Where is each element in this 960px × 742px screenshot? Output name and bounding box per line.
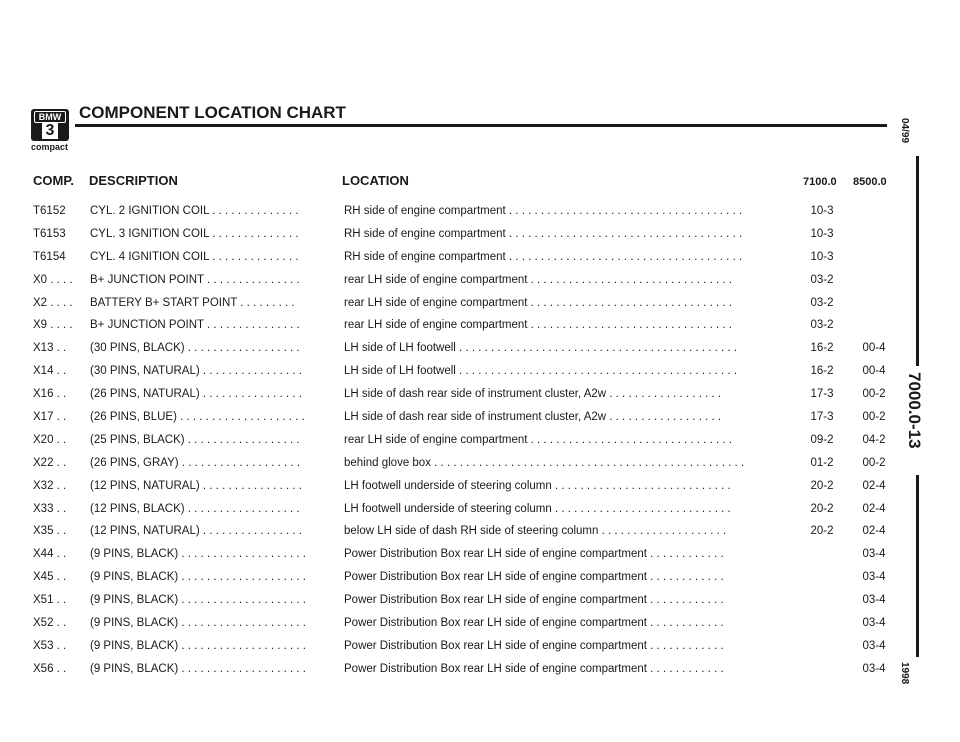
- row-8500-ref: 03-4: [862, 571, 886, 584]
- row-location: below LH side of dash RH side of steering column . . . . . . . . . . . . . . . . . . . .: [344, 525, 727, 538]
- row-8500-ref: 00-2: [862, 456, 886, 469]
- table-row: [0, 475, 900, 498]
- row-description: B+ JUNCTION POINT . . . . . . . . . . . . . . .: [90, 319, 300, 332]
- row-description: (26 PINS, NATURAL) . . . . . . . . . . . . . . . .: [90, 388, 302, 401]
- component-table: [0, 200, 900, 681]
- row-comp: T6152: [33, 205, 66, 217]
- row-comp: X33 . .: [33, 502, 67, 515]
- column-header-8500: 8500.0: [853, 176, 887, 188]
- row-8500-ref: 03-4: [862, 548, 886, 561]
- row-description: CYL. 3 IGNITION COIL . . . . . . . . . . . . . .: [90, 227, 299, 240]
- row-location: RH side of engine compartment . . . . . . . . . . . . . . . . . . . . . . . . . . . . . . . . . . . . .: [344, 227, 743, 240]
- row-8500-ref: 00-2: [862, 388, 886, 401]
- row-comp: X22 . .: [33, 456, 67, 469]
- row-location: Power Distribution Box rear LH side of engine compartment . . . . . . . . . . . .: [344, 662, 724, 675]
- row-description: (26 PINS, GRAY) . . . . . . . . . . . . . . . . . . .: [90, 456, 301, 469]
- row-8500-ref: 03-4: [862, 617, 886, 630]
- table-row: [0, 223, 900, 246]
- column-header-7100: 7100.0: [803, 176, 837, 188]
- row-location: rear LH side of engine compartment . . . . . . . . . . . . . . . . . . . . . . . . . . . . . . . .: [344, 273, 732, 286]
- row-comp: X2 . . . .: [33, 296, 73, 309]
- row-comp: X45 . .: [33, 571, 67, 584]
- row-7100-ref: 17-3: [810, 411, 834, 424]
- table-row: [0, 269, 900, 292]
- row-8500-ref: 02-4: [862, 502, 886, 515]
- row-location: Power Distribution Box rear LH side of engine compartment . . . . . . . . . . . .: [344, 617, 724, 630]
- row-comp: X17 . .: [33, 411, 67, 424]
- column-header-comp: COMP.: [33, 173, 74, 188]
- table-row: [0, 589, 900, 612]
- row-location: RH side of engine compartment . . . . . . . . . . . . . . . . . . . . . . . . . . . . . . . . . . . . .: [344, 250, 743, 263]
- row-8500-ref: 00-2: [862, 411, 886, 424]
- row-location: Power Distribution Box rear LH side of engine compartment . . . . . . . . . . . .: [344, 571, 724, 584]
- row-8500-ref: 03-4: [862, 662, 886, 675]
- table-row: [0, 429, 900, 452]
- row-7100-ref: 03-2: [810, 273, 834, 286]
- row-comp: X13 . .: [33, 342, 67, 355]
- row-description: (30 PINS, NATURAL) . . . . . . . . . . . . . . . .: [90, 365, 302, 378]
- row-7100-ref: 17-3: [810, 388, 834, 401]
- row-description: (9 PINS, BLACK) . . . . . . . . . . . . . . . . . . . .: [90, 639, 306, 652]
- row-8500-ref: 02-4: [862, 525, 886, 538]
- table-row: [0, 520, 900, 543]
- row-comp: T6154: [33, 250, 66, 263]
- row-location: rear LH side of engine compartment . . . . . . . . . . . . . . . . . . . . . . . . . . . . . . . .: [344, 433, 732, 446]
- table-row: [0, 246, 900, 269]
- row-description: (12 PINS, BLACK) . . . . . . . . . . . . . . . . . .: [90, 502, 300, 515]
- table-row: [0, 337, 900, 360]
- row-8500-ref: 00-4: [862, 342, 886, 355]
- logo-subtitle: compact: [31, 142, 69, 152]
- row-location: LH footwell underside of steering column . . . . . . . . . . . . . . . . . . . . . . . . . . . .: [344, 502, 731, 515]
- row-8500-ref: 00-4: [862, 365, 886, 378]
- logo-bmw-text: BMW: [34, 111, 66, 123]
- side-rule-top: [916, 156, 919, 366]
- row-comp: X53 . .: [33, 639, 67, 652]
- row-description: (12 PINS, NATURAL) . . . . . . . . . . . . . . . .: [90, 525, 302, 538]
- row-description: (9 PINS, BLACK) . . . . . . . . . . . . . . . . . . . .: [90, 617, 306, 630]
- table-row: [0, 360, 900, 383]
- row-8500-ref: 04-2: [862, 433, 886, 446]
- row-description: B+ JUNCTION POINT . . . . . . . . . . . . . . .: [90, 273, 300, 286]
- row-8500-ref: 03-4: [862, 639, 886, 652]
- row-location: LH side of dash rear side of instrument cluster, A2w . . . . . . . . . . . . . . . . . .: [344, 411, 722, 424]
- row-7100-ref: 10-3: [810, 250, 834, 263]
- row-7100-ref: 20-2: [810, 525, 834, 538]
- row-7100-ref: 09-2: [810, 433, 834, 446]
- table-row: [0, 383, 900, 406]
- table-row: [0, 658, 900, 681]
- side-rule-bottom: [916, 475, 919, 657]
- page-title: COMPONENT LOCATION CHART: [79, 103, 346, 122]
- row-comp: X35 . .: [33, 525, 67, 538]
- row-comp: X56 . .: [33, 662, 67, 675]
- row-comp: X20 . .: [33, 433, 67, 446]
- table-row: [0, 452, 900, 475]
- row-8500-ref: 03-4: [862, 594, 886, 607]
- table-row: [0, 543, 900, 566]
- row-description: BATTERY B+ START POINT . . . . . . . . .: [90, 296, 295, 309]
- row-comp: X32 . .: [33, 479, 67, 492]
- row-description: CYL. 4 IGNITION COIL . . . . . . . . . . . . . .: [90, 250, 299, 263]
- row-comp: X16 . .: [33, 388, 67, 401]
- side-page-number: 7000.0-13: [905, 372, 924, 449]
- row-description: (9 PINS, BLACK) . . . . . . . . . . . . . . . . . . . .: [90, 594, 306, 607]
- row-7100-ref: 10-3: [810, 205, 834, 217]
- row-comp: T6153: [33, 227, 66, 240]
- title-rule: [75, 124, 887, 127]
- row-location: LH footwell underside of steering column . . . . . . . . . . . . . . . . . . . . . . . . . . . .: [344, 479, 731, 492]
- row-7100-ref: 01-2: [810, 456, 834, 469]
- row-location: Power Distribution Box rear LH side of engine compartment . . . . . . . . . . . .: [344, 639, 724, 652]
- row-location: Power Distribution Box rear LH side of engine compartment . . . . . . . . . . . .: [344, 594, 724, 607]
- row-comp: X0 . . . .: [33, 273, 73, 286]
- row-comp: X51 . .: [33, 594, 67, 607]
- row-location: rear LH side of engine compartment . . . . . . . . . . . . . . . . . . . . . . . . . . . . . . . .: [344, 319, 732, 332]
- row-7100-ref: 03-2: [810, 319, 834, 332]
- row-location: behind glove box . . . . . . . . . . . . . . . . . . . . . . . . . . . . . . . . . . . . . . . . . . . . . . . . .: [344, 456, 745, 469]
- column-header-description: DESCRIPTION: [89, 173, 178, 188]
- row-7100-ref: 20-2: [810, 502, 834, 515]
- row-description: (26 PINS, BLUE) . . . . . . . . . . . . . . . . . . . .: [90, 411, 305, 424]
- row-comp: X52 . .: [33, 617, 67, 630]
- table-row: [0, 200, 900, 223]
- side-date: 04/99: [899, 118, 910, 144]
- row-location: LH side of LH footwell . . . . . . . . . . . . . . . . . . . . . . . . . . . . . . . . . . . . . . . . . . . .: [344, 342, 738, 355]
- table-row: [0, 566, 900, 589]
- row-description: (9 PINS, BLACK) . . . . . . . . . . . . . . . . . . . .: [90, 548, 306, 561]
- table-row: [0, 635, 900, 658]
- row-comp: X14 . .: [33, 365, 67, 378]
- row-description: (25 PINS, BLACK) . . . . . . . . . . . . . . . . . .: [90, 433, 300, 446]
- row-7100-ref: 16-2: [810, 365, 834, 378]
- column-header-location: LOCATION: [342, 173, 409, 188]
- table-row: [0, 314, 900, 337]
- row-7100-ref: 20-2: [810, 479, 834, 492]
- row-7100-ref: 03-2: [810, 296, 834, 309]
- row-8500-ref: 02-4: [862, 479, 886, 492]
- side-year: 1998: [899, 662, 910, 685]
- row-location: rear LH side of engine compartment . . . . . . . . . . . . . . . . . . . . . . . . . . . . . . . .: [344, 296, 732, 309]
- row-description: (9 PINS, BLACK) . . . . . . . . . . . . . . . . . . . .: [90, 662, 306, 675]
- row-description: (30 PINS, BLACK) . . . . . . . . . . . . . . . . . .: [90, 342, 300, 355]
- row-description: CYL. 2 IGNITION COIL . . . . . . . . . . . . . .: [90, 205, 299, 217]
- row-7100-ref: 16-2: [810, 342, 834, 355]
- row-location: LH side of LH footwell . . . . . . . . . . . . . . . . . . . . . . . . . . . . . . . . . . . . . . . . . . . .: [344, 365, 738, 378]
- row-comp: X9 . . . .: [33, 319, 73, 332]
- table-row: [0, 498, 900, 521]
- row-location: RH side of engine compartment . . . . . . . . . . . . . . . . . . . . . . . . . . . . . . . . . . . . .: [344, 205, 743, 217]
- row-location: LH side of dash rear side of instrument cluster, A2w . . . . . . . . . . . . . . . . . .: [344, 388, 722, 401]
- bmw-3-compact-logo: [31, 109, 69, 141]
- row-7100-ref: 10-3: [810, 227, 834, 240]
- row-description: (12 PINS, NATURAL) . . . . . . . . . . . . . . . .: [90, 479, 302, 492]
- row-description: (9 PINS, BLACK) . . . . . . . . . . . . . . . . . . . .: [90, 571, 306, 584]
- logo-series-number: 3: [42, 122, 58, 139]
- row-location: Power Distribution Box rear LH side of engine compartment . . . . . . . . . . . .: [344, 548, 724, 561]
- row-comp: X44 . .: [33, 548, 67, 561]
- table-row: [0, 612, 900, 635]
- table-row: [0, 292, 900, 315]
- table-row: [0, 406, 900, 429]
